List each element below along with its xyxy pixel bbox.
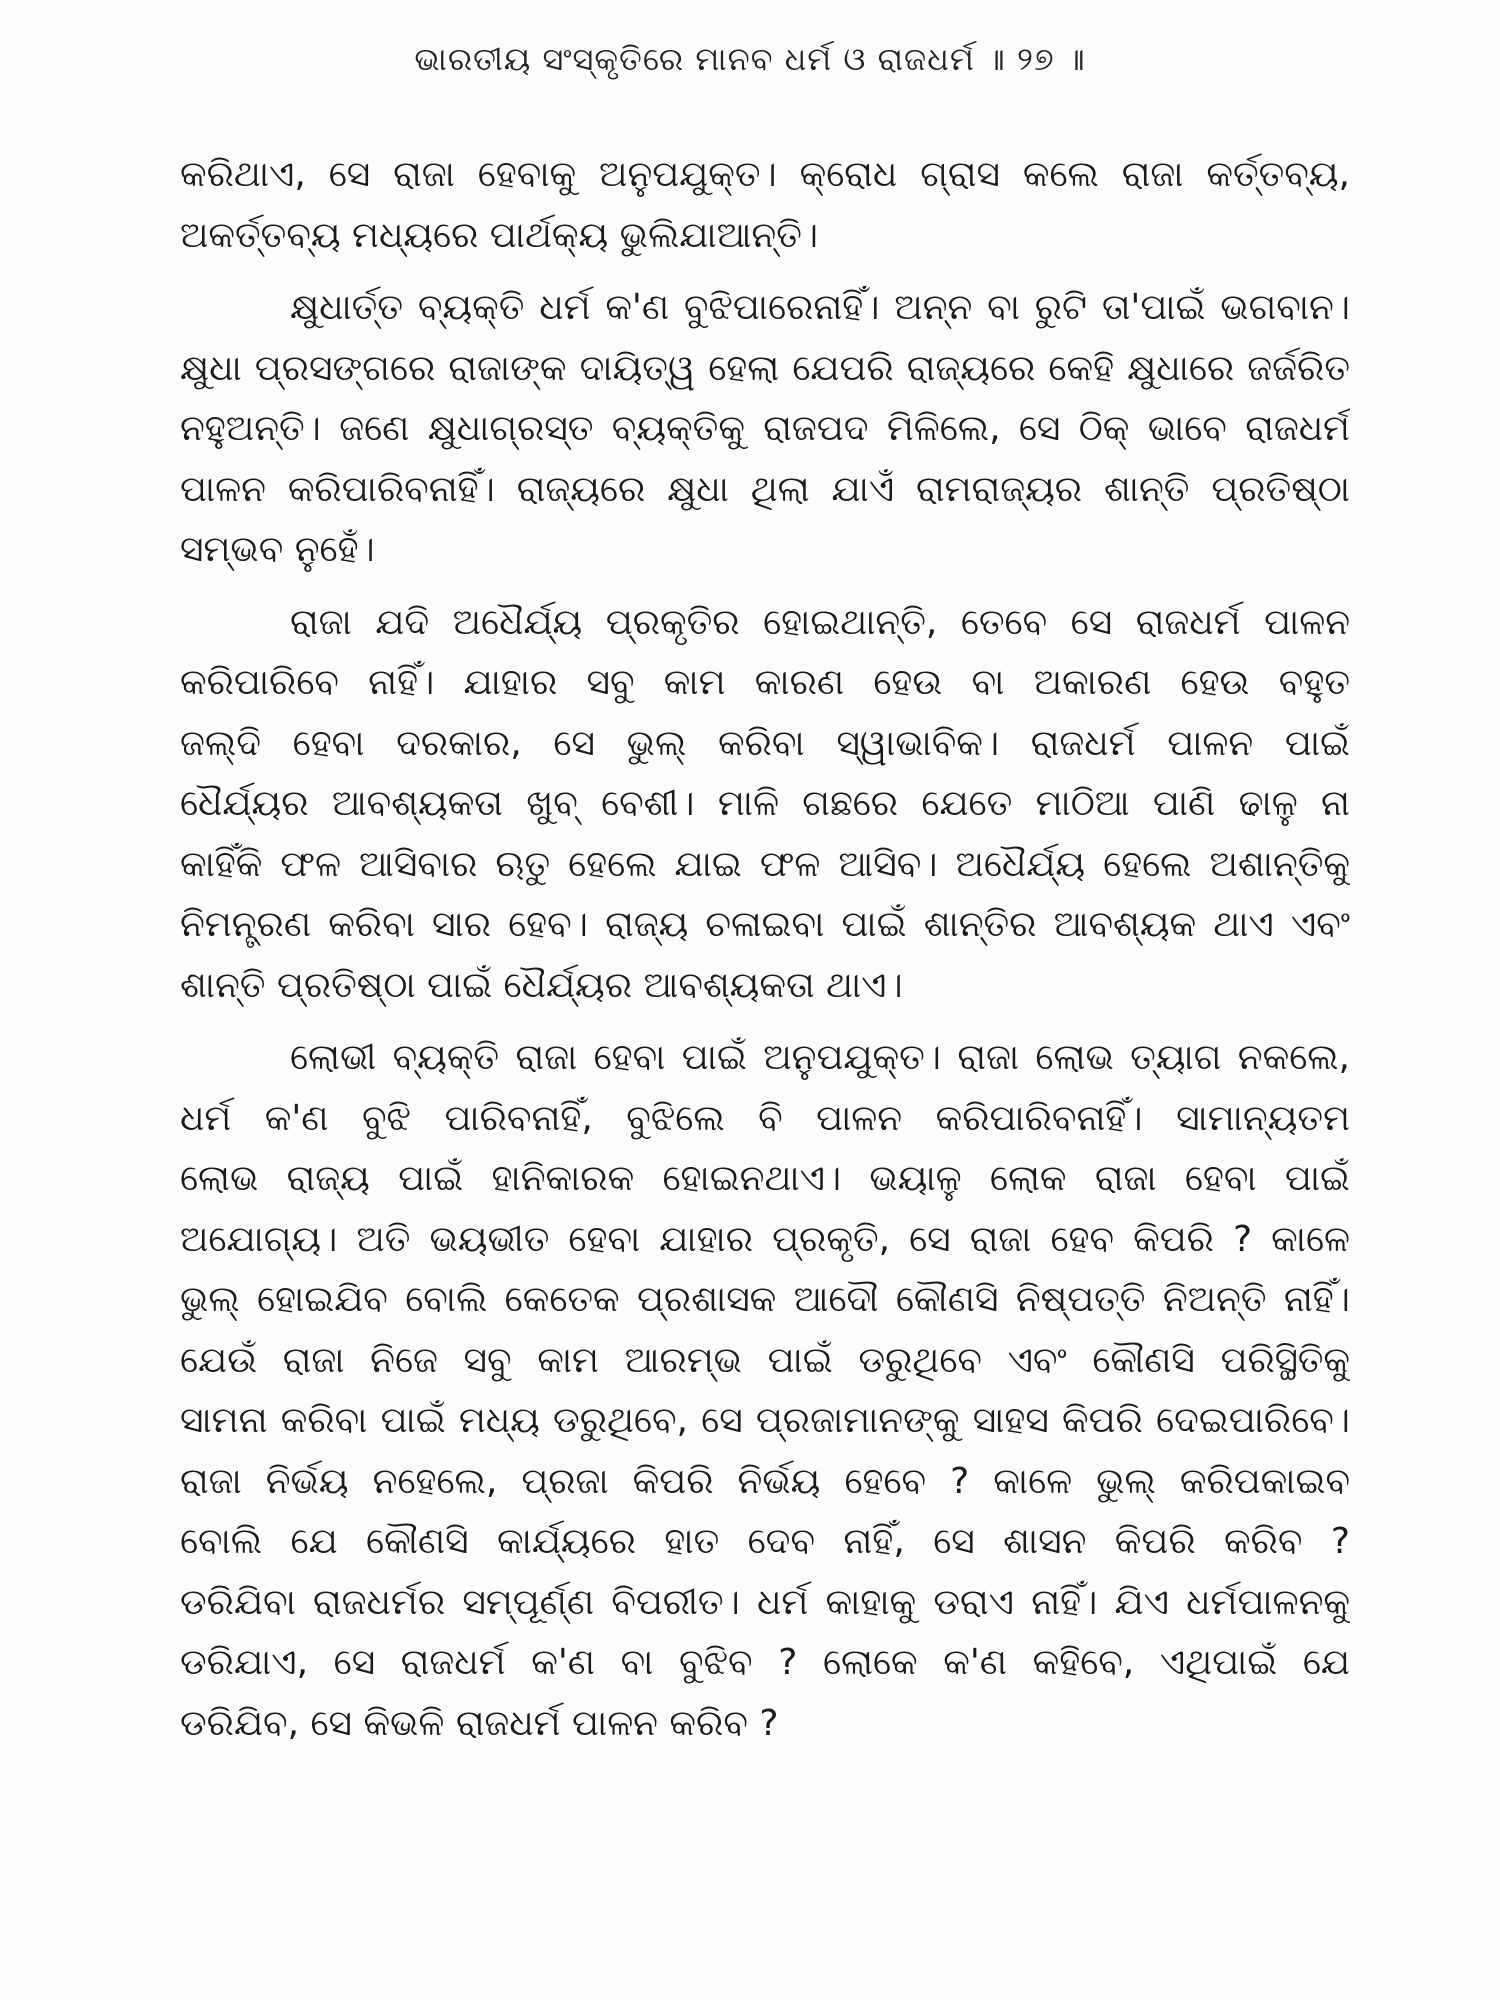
text-line: ଲୋଭୀ ବ୍ୟକ୍ତି ରାଜା ହେବା ପାଇଁ ଅନୁପଯୁକ୍ତ। ରାଜା ଲୋଭ ତ୍ୟାଗ ନକଲେ, bbox=[290, 1037, 1350, 1078]
text-line: ସମ୍ଭବ ନୁହେଁ। bbox=[180, 529, 375, 570]
text-line: କରିପାରିବେ ନାହିଁ। ଯାହାର ସବୁ କାମ କାରଣ ହେଉ ବା ଅକାରଣ ହେଉ ବହୁତ bbox=[180, 662, 1350, 703]
text-line: ଡରିଯାଏ, ସେ ରାଜଧର୍ମ କ'ଣ ବା ବୁଝିବ ? ଲୋକେ କ'ଣ କହିବେ, ଏଥିପାଇଁ ଯେ bbox=[180, 1642, 1350, 1683]
text-line: ନିମନ୍ତ୍ରଣ କରିବା ସାର ହେବ। ରାଜ୍ୟ ଚଳାଇବା ପାଇଁ ଶାନ୍ତିର ଆବଶ୍ୟକ ଥାଏ ଏବଂ bbox=[180, 904, 1350, 945]
text-line: ପାଳନ କରିପାରିବନାହିଁ। ରାଜ୍ୟରେ କ୍ଷୁଧା ଥିଲା ଯାଏଁ ରାମରାଜ୍ୟର ଶାନ୍ତି ପ୍ରତିଷ୍ଠା bbox=[180, 468, 1350, 510]
text-line: ଶାନ୍ତି ପ୍ରତିଷ୍ଠା ପାଇଁ ଧୈର୍ଯ୍ୟର ଆବଶ୍ୟକତା ଥାଏ। bbox=[180, 964, 903, 1006]
paragraph bbox=[180, 145, 1350, 266]
text-line: ଡରିଯିବା ରାଜଧର୍ମର ସମ୍ପୂର୍ଣ୍ଣ ବିପରୀତ। ଧର୍ମ କାହାକୁ ଡରାଏ ନାହିଁ। ଯିଏ ଧର୍ମପାଳନକୁ bbox=[180, 1581, 1350, 1623]
paragraph bbox=[180, 1028, 1350, 1754]
text-line: ରାଜା ନିର୍ଭୟ ନହେଲେ, ପ୍ରଜା କିପରି ନିର୍ଭୟ ହେବେ ? କାଳେ ଭୁଲ୍ କରିପକାଇବ bbox=[180, 1460, 1350, 1502]
body-text bbox=[180, 145, 1350, 1754]
paragraph bbox=[180, 593, 1350, 1017]
text-line: କାହିଁକି ଫଳ ଆସିବାର ଋତୁ ହେଲେ ଯାଇ ଫଳ ଆସିବ। ଅଧୈର୍ଯ୍ୟ ହେଲେ ଅଶାନ୍ତିକୁ bbox=[180, 843, 1350, 885]
text-line: ଲୋଭ ରାଜ୍ୟ ପାଇଁ ହାନିକାରକ ହୋଇନଥାଏ। ଭୟାଳୁ ଲୋକ ରାଜା ହେବା ପାଇଁ bbox=[180, 1158, 1350, 1199]
paragraph bbox=[180, 278, 1350, 581]
running-header: ଭାରତୀୟ ସଂସ୍କୃତିରେ ମାନବ ଧର୍ମ ଓ ରାଜଧର୍ମ ॥ ୨୭ ॥ bbox=[414, 40, 1086, 78]
text-line: କରିଥାଏ, ସେ ରାଜା ହେବାକୁ ଅନୁପଯୁକ୍ତ। କ୍ରୋଧ ଗ୍ରାସ କଲେ ରାଜା କର୍ତ୍ତବ୍ୟ, bbox=[180, 154, 1350, 195]
text-line: ଅଯୋଗ୍ୟ। ଅତି ଭୟଭୀତ ହେବା ଯାହାର ପ୍ରକୃତି, ସେ ରାଜା ହେବ କିପରି ? କାଳେ bbox=[180, 1218, 1350, 1260]
text-line: ଡରିଯିବ, ସେ କିଭଳି ରାଜଧର୍ମ ପାଳନ କରିବ ? bbox=[180, 1702, 779, 1744]
text-line: ସାମନା କରିବା ପାଇଁ ମଧ୍ୟ ଡରୁଥିବେ, ସେ ପ୍ରଜାମାନଙ୍କୁ ସାହସ କିପରି ଦେଇପାରିବେ। bbox=[180, 1400, 1350, 1441]
text-line: ଧୈର୍ଯ୍ୟର ଆବଶ୍ୟକତା ଖୁବ୍ ବେଶୀ। ମାଳି ଗଛରେ ଯେତେ ମାଠିଆ ପାଣି ଢାଳୁ ନା bbox=[180, 783, 1350, 824]
text-line: ଧର୍ମ କ'ଣ ବୁଝି ପାରିବନାହିଁ, ବୁଝିଲେ ବି ପାଳନ କରିପାରିବନାହିଁ। ସାମାନ୍ୟତମ bbox=[180, 1097, 1350, 1139]
text-line: ଅକର୍ତ୍ତବ୍ୟ ମଧ୍ୟରେ ପାର୍ଥକ୍ୟ ଭୁଲିଯାଆନ୍ତି। bbox=[180, 214, 819, 256]
text-line: କ୍ଷୁଧାର୍ତ୍ତ ବ୍ୟକ୍ତି ଧର୍ମ କ'ଣ ବୁଝିପାରେନାହିଁ। ଅନ୍ନ ବା ରୁଟି ତା'ପାଇଁ ଭଗବାନ। bbox=[290, 287, 1350, 328]
text-line: କ୍ଷୁଧା ପ୍ରସଙ୍ଗରେ ରାଜାଙ୍କ ଦାୟିତ୍ୱ ହେଲା ଯେପରି ରାଜ୍ୟରେ କେହି କ୍ଷୁଧାରେ ଜର୍ଜରିତ bbox=[180, 347, 1350, 389]
text-line: ଭୁଲ୍ ହୋଇଯିବ ବୋଲି କେତେକ ପ୍ରଶାସକ ଆଦୌ କୌଣସି ନିଷ୍ପତ୍ତି ନିଅନ୍ତି ନାହିଁ। bbox=[180, 1279, 1350, 1320]
text-line: ବୋଲି ଯେ କୌଣସି କାର୍ଯ୍ୟରେ ହାତ ଦେବ ନାହିଁ, ସେ ଶାସନ କିପରି କରିବ ? bbox=[180, 1521, 1350, 1562]
text-line: ନହୁଅନ୍ତି। ଜଣେ କ୍ଷୁଧାଗ୍ରସ୍ତ ବ୍ୟକ୍ତିକୁ ରାଜପଦ ମିଳିଲେ, ସେ ଠିକ୍ ଭାବେ ରାଜଧର୍ମ bbox=[180, 408, 1350, 449]
text-line: ରାଜା ଯଦି ଅଧୈର୍ଯ୍ୟ ପ୍ରକୃତିର ହୋଇଥାନ୍ତି, ତେବେ ସେ ରାଜଧର୍ମ ପାଳନ bbox=[290, 601, 1350, 643]
text-line: ଯେଉଁ ରାଜା ନିଜେ ସବୁ କାମ ଆରମ୍ଭ ପାଇଁ ଡରୁଥିବେ ଏବଂ କୌଣସି ପରିସ୍ଥିତିକୁ bbox=[180, 1339, 1350, 1381]
text-line: ଜଲ୍‌ଦି ହେବା ଦରକାର, ସେ ଭୁଲ୍ କରିବା ସ୍ୱାଭାବିକ। ରାଜଧର୍ମ ପାଳନ ପାଇଁ bbox=[180, 722, 1350, 764]
